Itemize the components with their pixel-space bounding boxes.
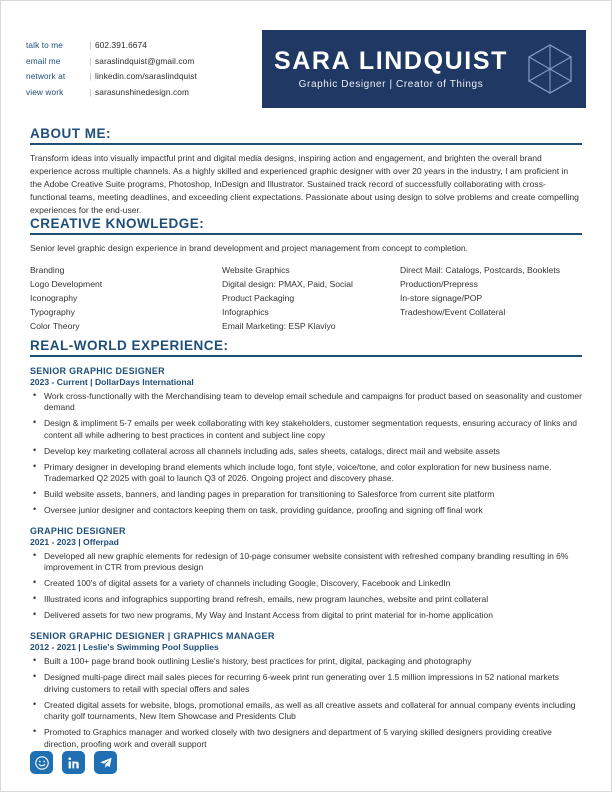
contact-divider: | [89,86,92,97]
creative-knowledge-section [30,216,582,334]
job-entry [30,366,582,517]
job-title: SENIOR GRAPHIC DESIGNER [30,365,165,376]
skill-item: Direct Mail: Catalogs, Postcards, Booklets [400,264,560,275]
about-section [30,126,582,218]
smiley-face-icon[interactable] [30,751,53,774]
job-bullet: • Primary designer in developing brand elements which include logo, font style, voice/tone, and color exploration for new business name. Trademarked Q2 2025 with goal to launch Q3 of 2026. Ongoing project and discovery phase. [42,462,582,485]
experience-heading: REAL-WORLD EXPERIENCE: [30,338,229,353]
full-name: SARA LINDQUIST [274,47,508,75]
job-bullets [30,391,582,517]
job-bullet: • Build website assets, banners, and landing pages in preparation for transitioning to Salesforce from current site platform [42,489,582,501]
linkedin-icon[interactable] [62,751,85,774]
job-bullets [30,551,582,622]
about-divider [30,143,582,145]
job-entry [30,526,582,622]
skill-item: Product Packaging [222,293,295,303]
skill-column-3 [400,263,582,334]
contact-divider: | [89,71,92,81]
social-links [30,751,117,774]
skill-item: In-store signage/POP [400,293,483,303]
skill-columns [30,263,582,334]
contact-label: view work [26,86,64,97]
skill-item: Typography [30,307,75,318]
email-value[interactable]: saraslindquist@gmail.com [95,55,195,66]
contact-row [26,85,256,101]
experience-section [30,338,582,755]
job-title: GRAPHIC DESIGNER [30,525,126,536]
job-bullet: • Develop key marketing collateral across all channels including ads, sales sheets, catalogs, direct mail and website assets [42,446,582,458]
about-body: Transform ideas into visually impactful print and digital media designs, inspiring action and engagement, and brighten the overall brand experience across multiple channels. As a highly skilled and experienced graphic designer with over 20 years in the industry, I am proficient in the Adobe Creative Suite programs, Photoshop, InDesign and Illustrator. Sustained track record of successfully collaborating with cross-functional teams, meeting deadlines, and exceeding client expectations. Passionate about using design to solve problems and create compelling experiences for the end-user. [30,152,579,216]
skill-column-2 [222,263,400,334]
job-bullet: • Work cross-functionally with the Merchandising team to develop email schedule and campaigns for product based on seasonality and customer demand [42,391,582,414]
contact-row [26,69,256,85]
job-bullet: • Oversee junior designer and contactors keeping them on task, providing guidance, proofing and signing off final work [42,505,582,517]
phone-value: 602.391.6674 [95,40,147,50]
experience-divider [30,355,582,357]
contact-row [26,54,256,70]
skill-item: Production/Prepress [400,278,478,289]
creative-subtitle: Senior level graphic design experience in brand development and project management from concept to completion. [30,242,469,253]
skill-item: Digital design: PMAX, Paid, Social [222,278,353,289]
job-bullet: • Created 100's of digital assets for a variety of channels including Google, Discovery, Facebook and LinkedIn [42,578,582,590]
skill-item: Website Graphics [222,264,290,275]
skill-item: Iconography [30,293,78,303]
job-bullet: • Illustrated icons and infographics supporting brand refresh, emails, new program launches, website and print collateral [42,594,582,606]
job-tagline: Graphic Designer | Creator of Things [298,79,484,90]
job-entry [30,631,582,750]
contact-block [26,30,262,108]
skill-item: Infographics [222,307,269,318]
skill-item: Tradeshow/Event Collateral [400,307,506,318]
job-bullet: • Design & impliment 5-7 emails per week collaborating with key stakeholders, customer segmentation requests, ensuring accuracy of links and content all while adhering to best practices in content and subject line copy [42,418,582,441]
resume-header [26,30,586,108]
job-bullet: • Promoted to Graphics manager and worked closely with two designers and department of 5 varying skilled designers providing creative direction, proofing work and overall support [42,727,582,750]
portfolio-value[interactable]: sarasunshinedesign.com [95,86,189,97]
telegram-send-icon[interactable] [94,751,117,774]
contact-label: email me [26,55,61,66]
linkedin-value[interactable]: linkedin.com/saraslindquist [95,71,197,81]
name-banner [262,30,586,108]
contact-divider: | [89,40,92,50]
job-meta: 2021 - 2023 | Offerpad [30,536,119,547]
job-bullet: • Created digital assets for website, blogs, promotional emails, as well as all creative assets and collateral for annual company events including charity golf tournaments, New Item Showcase and Presidents Club [42,700,582,723]
skill-item: Color Theory [30,321,80,332]
skill-item: Logo Development [30,278,103,289]
contact-divider: | [89,55,92,66]
contact-row [26,38,256,54]
creative-heading: CREATIVE KNOWLEDGE: [30,216,205,231]
job-title: SENIOR GRAPHIC DESIGNER | GRAPHICS MANAGER [30,631,275,642]
skill-item: Email Marketing: ESP Klaviyo [222,321,336,332]
job-bullet: • Developed all new graphic elements for redesign of 10-page consumer website consistent with refreshed company branding resulting in 6% improvement in CTR from previous design [42,551,582,574]
job-bullet: • Built a 100+ page brand book outlining Leslie's history, best practices for print, digital, packaging and photography [42,656,582,668]
job-bullet: • Designed multi-page direct mail sales pieces for recurring 6-week print run generating over 1.5 million impressions in 52 national markets driving customers to retail with special offers and sales [42,672,582,695]
skill-column-1 [30,263,222,334]
contact-label: talk to me [26,40,63,50]
job-meta: 2023 - Current | DollarDays International [30,376,194,387]
job-meta: 2012 - 2021 | Leslie's Swimming Pool Supplies [30,642,219,653]
polygon-logo-icon [522,41,578,97]
creative-divider [30,233,582,235]
job-bullet: • Delivered assets for two new programs, My Way and Instant Access from digital to print material for in-home application [42,610,582,622]
about-heading: ABOUT ME: [30,126,111,141]
skill-item: Branding [30,264,65,275]
contact-label: network at [26,71,66,81]
job-bullets [30,656,582,750]
